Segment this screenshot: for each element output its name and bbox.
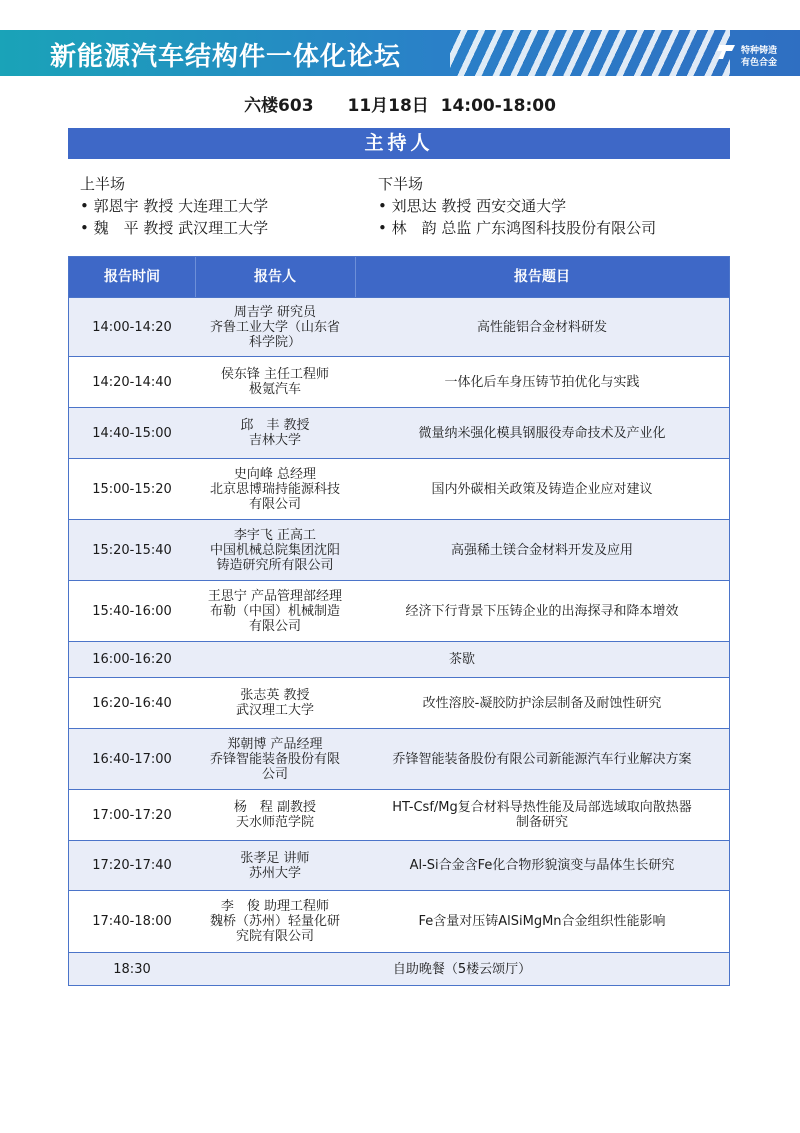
row-speaker: 周吉学 研究员 齐鲁工业大学（山东省 科学院）	[209, 304, 340, 350]
venue-datetime: 11月18日 14:00-18:00	[347, 96, 556, 116]
row-time: 17:40-18:00	[92, 914, 172, 929]
row-speaker: 李宇飞 正高工 中国机械总院集团沈阳 铸造研究所有限公司	[209, 527, 340, 573]
row-time: 14:00-14:20	[92, 319, 172, 335]
row-topic: 微量纳米强化模具钢服役寿命技术及产业化	[418, 425, 666, 441]
row-speaker: 邱 丰 教授 吉林大学	[240, 418, 310, 448]
row-speaker: 史向峰 总经理 北京思博瑞持能源科技 有限公司	[209, 466, 340, 512]
table-row	[69, 580, 729, 641]
logo-text-line1: 特种铸造	[741, 46, 778, 56]
table-row	[69, 297, 729, 356]
row-speaker: 郑朝博 产品经理 乔锋智能装备股份有限 公司	[209, 736, 340, 782]
row-topic: 一体化后车身压铸节拍优化与实践	[444, 374, 640, 390]
host-item: • 郭恩宇 教授 大连理工大学	[80, 195, 268, 217]
row-time: 16:00-16:20	[92, 652, 172, 667]
table-row	[69, 840, 729, 890]
row-topic: 高性能铝合金材料研发	[476, 319, 607, 335]
row-topic: Fe含量对压铸AlSiMgMn合金组织性能影响	[418, 914, 666, 929]
row-topic: 改性溶胶-凝胶防护涂层制备及耐蚀性研究	[422, 695, 662, 711]
row-topic: HT-Csf/Mg复合材料导热性能及局部选域取向散热器 制备研究	[392, 800, 692, 830]
table-row	[69, 952, 729, 985]
row-time: 16:40-17:00	[92, 751, 172, 767]
second-half-heading: 下半场	[378, 175, 424, 193]
first-half-heading: 上半场	[80, 175, 126, 193]
hosts-title: 主持人	[68, 128, 730, 159]
venue-line	[0, 91, 800, 116]
row-speaker: 张志英 教授 武汉理工大学	[235, 688, 314, 718]
row-break: 茶歇	[448, 652, 475, 667]
table-row	[69, 458, 729, 519]
row-time: 16:20-16:40	[92, 695, 172, 711]
row-topic: 经济下行背景下压铸企业的出海探寻和降本增效	[405, 603, 679, 619]
table-header	[69, 257, 729, 297]
row-time: 18:30	[113, 961, 151, 977]
row-time: 17:00-17:20	[92, 807, 172, 823]
hosts-first-half	[80, 173, 268, 239]
schedule-table	[68, 256, 730, 986]
row-speaker: 王思宁 产品管理部经理 布勒（中国）机械制造 有限公司	[207, 588, 343, 634]
row-speaker: 侯东锋 主任工程师 极氪汽车	[220, 367, 330, 397]
table-row	[69, 641, 729, 677]
table-row	[69, 728, 729, 789]
row-speaker: 张孝足 讲师 苏州大学	[240, 850, 310, 881]
row-topic: 高强稀土镁合金材料开发及应用	[450, 542, 633, 558]
col-header-time: 报告时间	[104, 269, 160, 285]
row-time: 15:20-15:40	[92, 542, 172, 558]
row-dinner: 自助晚餐（5楼云颂厅）	[392, 961, 532, 977]
logo-mark-icon	[717, 42, 737, 62]
row-topic: Al-Si合金含Fe化合物形貌演变与晶体生长研究	[409, 858, 675, 873]
logo-text-line2: 有色合金	[741, 58, 778, 68]
row-speaker: 杨 程 副教授 天水师范学院	[233, 800, 317, 830]
table-row	[69, 356, 729, 407]
row-time: 14:20-14:40	[92, 374, 172, 390]
forum-title: 新能源汽车结构件一体化论坛	[50, 42, 402, 72]
row-time: 14:40-15:00	[92, 425, 172, 441]
row-time: 15:00-15:20	[92, 481, 172, 497]
host-item: • 刘思达 教授 西安交通大学	[378, 195, 656, 217]
col-header-topic: 报告题目	[514, 269, 570, 285]
table-row	[69, 890, 729, 952]
table-row	[69, 789, 729, 840]
hosts-second-half	[378, 173, 656, 239]
host-item: • 林 韵 总监 广东鸿图科技股份有限公司	[378, 217, 656, 239]
table-row	[69, 407, 729, 458]
publisher-logo	[715, 34, 795, 72]
col-header-speaker: 报告人	[254, 269, 296, 285]
table-row	[69, 519, 729, 580]
row-topic: 乔锋智能装备股份有限公司新能源汽车行业解决方案	[392, 751, 692, 767]
row-topic: 国内外碳相关政策及铸造企业应对建议	[431, 481, 653, 497]
row-time: 17:20-17:40	[92, 858, 172, 873]
row-speaker: 李 俊 助理工程师 魏桥（苏州）轻量化研 究院有限公司	[209, 899, 340, 944]
header-banner	[0, 30, 800, 76]
row-time: 15:40-16:00	[92, 603, 172, 619]
host-item: • 魏 平 教授 武汉理工大学	[80, 217, 268, 239]
venue-room: 六楼603	[244, 96, 314, 116]
table-row	[69, 677, 729, 728]
banner-stripes	[450, 30, 730, 76]
